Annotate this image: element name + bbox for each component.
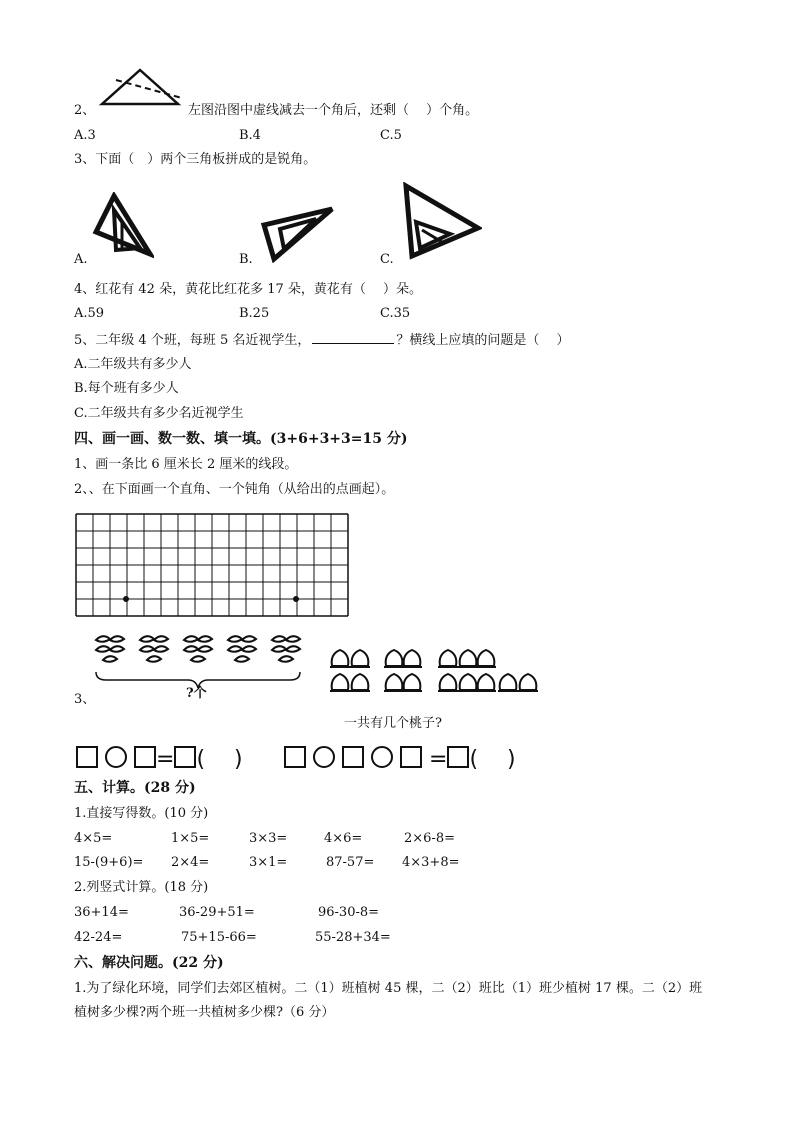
equation-right: = ( ) xyxy=(284,742,516,773)
leaf-icon xyxy=(272,636,286,642)
peach-icon xyxy=(478,650,495,666)
start-point-1 xyxy=(123,596,129,602)
q5-option-a: A.二年级共有多少人 xyxy=(74,357,192,372)
leaf-icon xyxy=(198,636,212,642)
leaf-icon xyxy=(154,646,168,652)
peach-icon xyxy=(460,674,477,690)
section6-title: 六、解决问题。(22 分) xyxy=(74,955,224,971)
leaf-icon xyxy=(140,646,154,652)
calc-item: 4×6= xyxy=(324,831,363,846)
start-point-2 xyxy=(293,596,299,602)
unit-paren[interactable]: ( ) xyxy=(469,747,516,772)
q3-option-b: B. xyxy=(239,252,253,267)
answer-box[interactable] xyxy=(134,746,156,768)
q4-option-c: C.35 xyxy=(380,306,411,321)
peaches-illustration xyxy=(328,646,540,698)
peach-icon xyxy=(352,650,369,666)
leaf-icon xyxy=(96,636,110,642)
q5-option-b: B.每个班有多少人 xyxy=(74,381,179,396)
calc-item: 3×1= xyxy=(249,855,288,870)
calc-item: 96-30-8= xyxy=(318,905,380,920)
leaf-icon xyxy=(198,646,212,652)
answer-box[interactable] xyxy=(284,746,306,768)
calc-item: 2×6-8= xyxy=(404,831,455,846)
leaf-icon xyxy=(286,636,300,642)
section5-title: 五、计算。(28 分) xyxy=(74,780,196,796)
calc-item: 4×5= xyxy=(74,831,113,846)
leaf-icon xyxy=(110,636,124,642)
calc-item: 75+15-66= xyxy=(181,930,257,945)
q4-text: 4、红花有 42 朵，黄花比红花多 17 朵，黄花有（ ）朵。 xyxy=(74,282,423,297)
calc-item: 1×5= xyxy=(171,831,210,846)
peach-icon xyxy=(352,674,369,690)
drawing-grid xyxy=(74,512,350,618)
peach-icon xyxy=(440,674,457,690)
calc-item: 87-57= xyxy=(326,855,375,870)
peach-icon xyxy=(386,674,403,690)
q3-text: 3、下面（ ）两个三角板拼成的是锐角。 xyxy=(74,152,317,167)
peach-icon xyxy=(500,674,517,690)
q2-number: 2、 xyxy=(74,103,96,118)
section5-sub2: 2.列竖式计算。(18 分) xyxy=(74,880,209,895)
q5-text-after: ？横线上应填的问题是（ ） xyxy=(396,333,570,348)
calc-item: 36+14= xyxy=(74,905,129,920)
leaf-icon xyxy=(191,656,205,662)
q4-option-b: B.25 xyxy=(239,306,270,321)
answer-box[interactable] xyxy=(76,746,98,768)
q5-text xyxy=(74,331,569,349)
leaf-icon xyxy=(110,646,124,652)
calc-item: 36-29+51= xyxy=(179,905,255,920)
q2-options xyxy=(74,128,674,144)
section4-item3-number: 3、 xyxy=(74,692,96,707)
peach-icon xyxy=(520,674,537,690)
leaf-icon xyxy=(242,636,256,642)
set-square-figure-a xyxy=(92,192,154,258)
q3-option-c: C. xyxy=(380,252,394,267)
answer-box[interactable] xyxy=(400,746,422,768)
peach-icon xyxy=(332,650,349,666)
leaf-icon xyxy=(235,656,249,662)
set-square-figure-c xyxy=(400,182,482,260)
answer-box[interactable] xyxy=(342,746,364,768)
peach-icon xyxy=(478,674,495,690)
calc-item: 42-24= xyxy=(74,930,123,945)
section5-sub1: 1.直接写得数。(10 分) xyxy=(74,806,209,821)
calc-item: 55-28+34= xyxy=(315,930,391,945)
q4-option-a: A.59 xyxy=(74,306,105,321)
peach-icon xyxy=(404,674,421,690)
leaf-icon xyxy=(228,636,242,642)
peach-icon xyxy=(404,650,421,666)
triangle-cut-figure xyxy=(98,66,186,108)
unit-paren[interactable]: ( ) xyxy=(196,747,243,772)
q5-text-before: 5、二年级 4 个班，每班 5 名近视学生， xyxy=(74,333,311,348)
leaf-icon xyxy=(154,636,168,642)
calc-row-2 xyxy=(74,855,774,871)
section4-title: 四、画一画、数一数、填一填。(3+6+3+3=15 分) xyxy=(74,431,408,447)
q2-text: 左图沿图中虚线减去一个角后，还剩（ ）个角。 xyxy=(188,103,479,118)
calc-item: 3×3= xyxy=(249,831,288,846)
q2-option-c: C.5 xyxy=(380,128,402,143)
leaf-icon xyxy=(140,636,154,642)
section4-item1: 1、画一条比 6 厘米长 2 厘米的线段。 xyxy=(74,457,298,472)
peach-icon xyxy=(440,650,457,666)
peach-icon xyxy=(460,650,477,666)
answer-box[interactable] xyxy=(174,746,196,768)
leaf-icon xyxy=(184,636,198,642)
section4-item2: 2、、在下面画一个直角、一个钝角（从给出的点画起）。 xyxy=(74,482,395,497)
leaf-icon xyxy=(96,646,110,652)
calc-row-4 xyxy=(74,930,774,946)
answer-blank-line xyxy=(312,331,394,344)
leaf-icon xyxy=(228,646,242,652)
q5-option-c: C.二年级共有多少名近视学生 xyxy=(74,406,244,421)
peach-icon xyxy=(332,674,349,690)
leaf-icon xyxy=(103,656,117,662)
calc-row-1 xyxy=(74,831,774,847)
peach-icon xyxy=(386,650,403,666)
operator-circle[interactable] xyxy=(313,746,335,768)
set-square-figure-b xyxy=(260,205,336,263)
leaves-illustration xyxy=(92,632,304,690)
equation-left: = ( ) xyxy=(76,742,243,773)
answer-box[interactable] xyxy=(447,746,469,768)
q2-option-b: B.4 xyxy=(239,128,261,143)
q4-options xyxy=(74,306,674,322)
calc-row-3 xyxy=(74,905,774,921)
leaf-icon xyxy=(184,646,198,652)
leaf-icon xyxy=(279,656,293,662)
problem1-line1: 1.为了绿化环境，同学们去郊区植树。二（1）班植树 45 棵，二（2）班比（1）班少植树 17 棵。二（2）班 xyxy=(74,981,703,996)
operator-circle[interactable] xyxy=(371,746,393,768)
brace-label: ?个 xyxy=(186,686,207,701)
peach-question: 一共有几个桃子? xyxy=(344,716,442,731)
calc-item: 15-(9+6)= xyxy=(74,855,144,870)
leaf-icon xyxy=(272,646,286,652)
problem1-line2: 植树多少棵?两个班一共植树多少棵?（6 分） xyxy=(74,1005,335,1020)
leaf-icon xyxy=(147,656,161,662)
operator-circle[interactable] xyxy=(105,746,127,768)
leaf-icon xyxy=(242,646,256,652)
calc-item: 2×4= xyxy=(171,855,210,870)
calc-item: 4×3+8= xyxy=(402,855,460,870)
leaf-icon xyxy=(286,646,300,652)
q3-option-a: A. xyxy=(74,252,88,267)
q2-option-a: A.3 xyxy=(74,128,96,143)
